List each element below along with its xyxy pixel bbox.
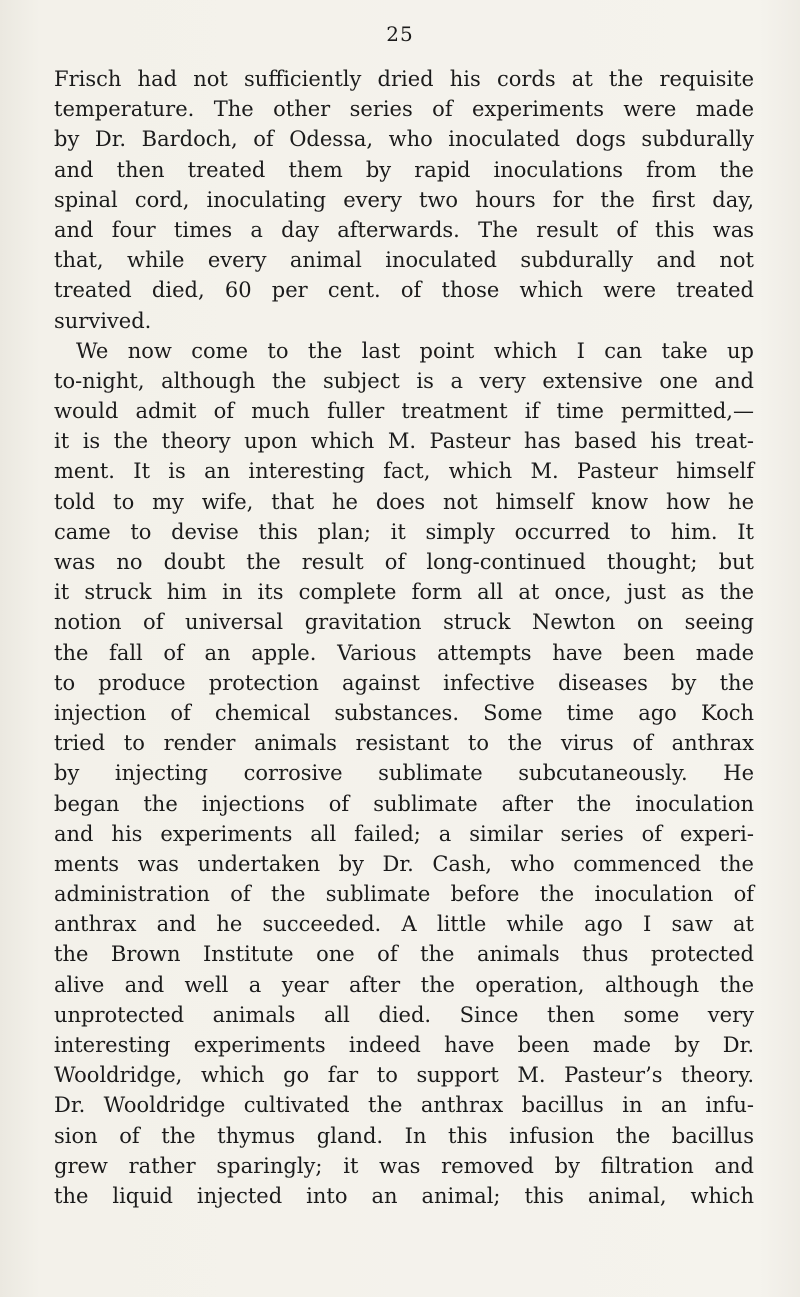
- text-line: ments was undertaken by Dr. Cash, who commenced the: [54, 851, 754, 876]
- text-line: it is the theory upon which M. Pasteur has based his treat-: [54, 429, 754, 454]
- text-line: it struck him in its complete form all at once, just as the: [54, 580, 754, 605]
- body-text: [54, 64, 754, 1211]
- text-line: grew rather sparingly; it was removed by filtration and: [54, 1153, 754, 1178]
- text-line: Frisch had not sufficiently dried his cords at the requisite: [54, 67, 754, 91]
- text-line: and then treated them by rapid inoculations from the: [54, 157, 754, 182]
- text-line: anthrax and he succeeded. A little while ago I saw at: [54, 912, 754, 937]
- text-line: was no doubt the result of long-continued thought; but: [54, 550, 754, 574]
- text-line: ment. It is an interesting fact, which M. Pasteur himself: [54, 459, 754, 484]
- text-line: Dr. Wooldridge cultivated the anthrax bacillus in an infu-: [54, 1093, 754, 1118]
- text-line: injection of chemical substances. Some time ago Koch: [54, 700, 754, 725]
- text-line: and his experiments all failed; a similar series of experi-: [54, 821, 754, 846]
- text-line: tried to render animals resistant to the virus of anthrax: [54, 731, 754, 756]
- text-line: We now come to the last point which I can take up: [76, 338, 754, 363]
- text-line: interesting experiments indeed have been made by Dr.: [54, 1033, 754, 1057]
- text-line: and four times a day afterwards. The result of this was: [54, 217, 754, 242]
- text-line: treated died, 60 per cent. of those which were treated: [54, 278, 754, 303]
- text-line: by injecting corrosive sublimate subcutaneously. He: [54, 761, 754, 786]
- text-line: administration of the sublimate before the inoculation of: [54, 882, 754, 907]
- text-line: alive and well a year after the operation, although the: [54, 972, 754, 997]
- text-line: the Brown Institute one of the animals thus protected: [54, 942, 754, 967]
- text-line: that, while every animal inoculated subdurally and not: [54, 248, 754, 273]
- text-line: unprotected animals all died. Since then some very: [54, 1002, 754, 1027]
- text-line: notion of universal gravitation struck Newton on seeing: [54, 610, 754, 635]
- text-line: began the injections of sublimate after the inoculation: [54, 791, 754, 816]
- text-line: Wooldridge, which go far to support M. Pasteur’s theory.: [54, 1063, 754, 1088]
- text-line: by Dr. Bardoch, of Odessa, who inoculated dogs subdurally: [54, 127, 754, 152]
- text-line: the fall of an apple. Various attempts have been made: [54, 640, 754, 665]
- text-line: spinal cord, inoculating every two hours for the first day,: [54, 187, 754, 212]
- text-line: to-night, although the subject is a very extensive one and: [54, 368, 754, 393]
- text-line: temperature. The other series of experiments were made: [54, 97, 754, 122]
- text-line: told to my wife, that he does not himself know how he: [54, 489, 754, 514]
- text-line: to produce protection against infective diseases by the: [54, 670, 754, 695]
- text-line: sion of the thymus gland. In this infusion the bacillus: [54, 1123, 754, 1148]
- page-number: 25: [386, 22, 414, 46]
- text-line: survived.: [54, 308, 152, 333]
- text-line: would admit of much fuller treatment if time permitted,—: [54, 399, 754, 424]
- text-line: came to devise this plan; it simply occurred to him. It: [54, 519, 754, 544]
- text-line: the liquid injected into an animal; this animal, which: [54, 1183, 754, 1208]
